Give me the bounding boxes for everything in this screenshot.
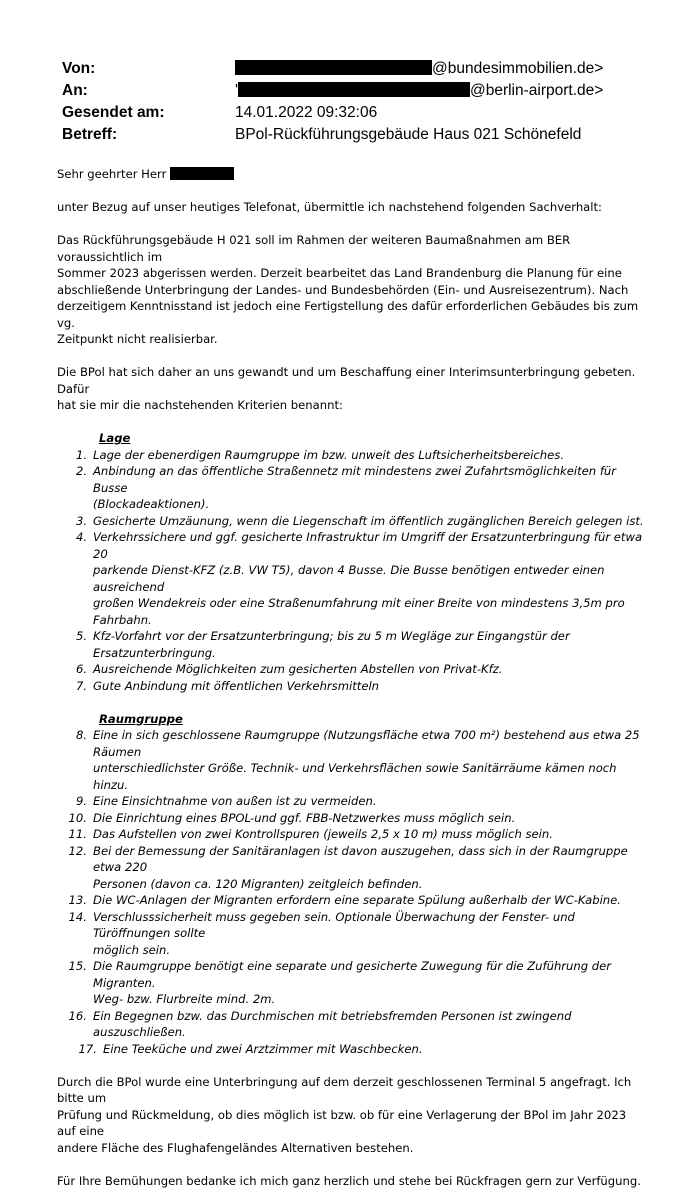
text-line: Das Rückführungsgebäude H 021 soll im Rahmen der weiteren Baumaßnahmen am BER voraussichtlich im — [57, 232, 647, 265]
list-item — [57, 463, 647, 513]
list-item-line: Das Aufstellen von zwei Kontrollspuren (jeweils 2,5 x 10 m) muss möglich sein. — [93, 826, 647, 843]
list-item-number: 9. — [57, 793, 93, 810]
text-line: andere Fläche des Flughafengeländes Alternativen bestehen. — [57, 1140, 647, 1157]
list-item-number: 7. — [57, 678, 93, 695]
list-item — [57, 843, 647, 893]
list-item-line: Ein Begegnen bzw. das Durchmischen mit betriebsfremden Personen ist zwingend auszuschließen. — [93, 1008, 647, 1041]
list-item — [57, 793, 647, 810]
list-item-line: Gute Anbindung mit öffentlichen Verkehrsmitteln — [93, 678, 647, 695]
list-item — [57, 513, 647, 530]
section-heading-raumgruppe: Raumgruppe — [57, 711, 647, 728]
subject-row — [62, 124, 662, 146]
redaction-bar — [170, 167, 234, 180]
closing-paragraph: Für Ihre Bemühungen bedanke ich mich ganz herzlich und stehe bei Rückfragen gern zur Verfügung. — [57, 1173, 647, 1189]
salutation: Sehr geehrter Herr — [57, 166, 647, 183]
list-item-line: möglich sein. — [93, 942, 647, 959]
list-item-line: Ersatzunterbringung. — [93, 645, 647, 662]
list-item — [57, 892, 647, 909]
list-item-line: Eine in sich geschlossene Raumgruppe (Nutzungsfläche etwa 700 m²) bestehend aus etwa 25 Räumen — [93, 727, 647, 760]
list-item-line: Personen (davon ca. 120 Migranten) zeitgleich befinden. — [93, 876, 647, 893]
to-label: An: — [62, 80, 88, 102]
text-line: hat sie mir die nachstehenden Kriterien benannt: — [57, 397, 647, 414]
list-item-line: Die WC-Anlagen der Migranten erfordern eine separate Spülung außerhalb der WC-Kabine. — [93, 892, 647, 909]
list-item — [57, 958, 647, 1008]
list-item — [57, 810, 647, 827]
sent-label: Gesendet am: — [62, 102, 165, 124]
list-item-number: 1. — [57, 447, 93, 464]
list-item-line: unterschiedlichster Größe. Technik- und Verkehrsflächen sowie Sanitärräume kämen noch hinzu. — [93, 760, 647, 793]
list-item — [57, 909, 647, 959]
from-value — [235, 58, 603, 80]
list-item-line: Die Einrichtung eines BPOL-und ggf. FBB-Netzwerkes muss möglich sein. — [93, 810, 647, 827]
redaction-bar — [235, 60, 432, 75]
list-item-text — [93, 661, 647, 678]
redaction-bar — [238, 82, 470, 97]
email-header — [62, 58, 662, 146]
list-item-text — [93, 843, 647, 893]
list-item-line: Die Raumgruppe benötigt eine separate und gesicherte Zuwegung für die Zuführung der Migranten. — [93, 958, 647, 991]
list-item-text — [93, 678, 647, 695]
text-line: abschließende Unterbringung der Landes- und Bundesbehörden (Ein- und Ausreisezentrum). Nach — [57, 282, 647, 299]
criteria-list — [57, 430, 647, 1057]
to-prefix: ' — [235, 82, 238, 99]
list-item — [57, 529, 647, 628]
list-item-text — [93, 892, 647, 909]
list-item-text — [93, 793, 647, 810]
from-domain: @bundesimmobilien.de> — [432, 60, 603, 77]
list-item — [57, 727, 647, 793]
paragraph-3 — [57, 1074, 647, 1157]
list-item-number: 14. — [57, 909, 93, 959]
sent-row — [62, 102, 662, 124]
list-raumgruppe — [57, 727, 647, 1057]
list-item-line: Weg- bzw. Flurbreite mind. 2m. — [93, 991, 647, 1008]
list-item-line: parkende Dienst-KFZ (z.B. VW T5), davon 4 Busse. Die Busse benötigen entweder einen ausreichend — [93, 562, 647, 595]
subject-label: Betreff: — [62, 124, 117, 146]
list-item-number: 13. — [57, 892, 93, 909]
text-line: Die BPol hat sich daher an uns gewandt und um Beschaffung einer Interimsunterbringung gebeten. Dafür — [57, 364, 647, 397]
section-heading-lage: Lage — [57, 430, 647, 447]
list-item — [57, 1041, 647, 1058]
paragraph-2 — [57, 364, 647, 414]
list-item-number: 3. — [57, 513, 93, 530]
subject-value: BPol-Rückführungsgebäude Haus 021 Schönefeld — [235, 124, 581, 146]
list-item-line: Verschlusssicherheit muss gegeben sein. Optionale Überwachung der Fenster- und Türöffnungen sollte — [93, 909, 647, 942]
list-item — [57, 678, 647, 695]
list-item-text — [93, 447, 647, 464]
list-item-number: 4. — [57, 529, 93, 628]
list-item-number: 17. — [67, 1041, 103, 1058]
text-line: Durch die BPol wurde eine Unterbringung auf dem derzeit geschlossenen Terminal 5 angefragt. Ich bitte um — [57, 1074, 647, 1107]
list-item-number: 6. — [57, 661, 93, 678]
text-line: Sommer 2023 abgerissen werden. Derzeit bearbeitet das Land Brandenburg die Planung für eine — [57, 265, 647, 282]
list-item-text — [93, 513, 647, 530]
list-item-text — [93, 958, 647, 1008]
list-item-line: Lage der ebenerdigen Raumgruppe im bzw. unweit des Luftsicherheitsbereiches. — [93, 447, 647, 464]
list-item-text — [93, 909, 647, 959]
list-item-text — [93, 628, 647, 661]
list-item-number: 16. — [57, 1008, 93, 1041]
list-item-line: Anbindung an das öffentliche Straßennetz mit mindestens zwei Zufahrtsmöglichkeiten für Busse — [93, 463, 647, 496]
paragraph-1 — [57, 232, 647, 348]
list-item-text — [93, 1008, 647, 1041]
list-item — [57, 661, 647, 678]
list-item-text — [93, 810, 647, 827]
list-item-number: 8. — [57, 727, 93, 793]
sent-value: 14.01.2022 09:32:06 — [235, 102, 377, 124]
list-item-line: (Blockadeaktionen). — [93, 496, 647, 513]
from-label: Von: — [62, 58, 95, 80]
to-value — [235, 80, 603, 102]
text-line: Prüfung und Rückmeldung, ob dies möglich ist bzw. ob für eine Verlagerung der BPol im Jahr 2023 auf eine — [57, 1107, 647, 1140]
list-item-text — [93, 463, 647, 513]
text-line: Zeitpunkt nicht realisierbar. — [57, 331, 647, 348]
list-item-number: 5. — [57, 628, 93, 661]
list-item — [57, 628, 647, 661]
list-item-line: Eine Teeküche und zwei Arztzimmer mit Waschbecken. — [103, 1041, 647, 1058]
list-item-line: Kfz-Vorfahrt vor der Ersatzunterbringung; bis zu 5 m Wegläge zur Eingangstür der — [93, 628, 647, 645]
list-item-number: 12. — [57, 843, 93, 893]
list-item-line: Bei der Bemessung der Sanitäranlagen ist davon auszugehen, dass sich in der Raumgruppe etwa 220 — [93, 843, 647, 876]
list-item-number: 11. — [57, 826, 93, 843]
list-item — [57, 826, 647, 843]
list-item-line: Eine Einsichtnahme von außen ist zu vermeiden. — [93, 793, 647, 810]
intro-paragraph: unter Bezug auf unser heutiges Telefonat, übermittle ich nachstehend folgenden Sachverhalt: — [57, 199, 647, 216]
list-item — [57, 447, 647, 464]
text-line: derzeitigem Kenntnisstand ist jedoch eine Fertigstellung des dafür erforderlichen Gebäudes bis zum vg. — [57, 298, 647, 331]
list-item-text — [93, 727, 647, 793]
from-row — [62, 58, 662, 80]
list-item-line: Ausreichende Möglichkeiten zum gesicherten Abstellen von Privat-Kfz. — [93, 661, 647, 678]
list-item-line: großen Wendekreis oder eine Straßenumfahrung mit einer Breite von mindestens 3,5m pro Fahrbahn. — [93, 595, 647, 628]
list-item-number: 2. — [57, 463, 93, 513]
list-item — [57, 1008, 647, 1041]
list-item-text — [93, 826, 647, 843]
to-row — [62, 80, 662, 102]
list-item-number: 15. — [57, 958, 93, 1008]
list-item-number: 10. — [57, 810, 93, 827]
list-lage — [57, 447, 647, 695]
list-item-text — [93, 529, 647, 628]
list-item-text — [103, 1041, 647, 1058]
list-item-line: Verkehrssichere und ggf. gesicherte Infrastruktur im Umgriff der Ersatzunterbringung für etwa 20 — [93, 529, 647, 562]
letter-body — [57, 166, 647, 1189]
list-item-line: Gesicherte Umzäunung, wenn die Liegenschaft im öffentlich zugänglichen Bereich gelegen ist. — [93, 513, 647, 530]
to-domain: @berlin-airport.de> — [470, 82, 603, 99]
